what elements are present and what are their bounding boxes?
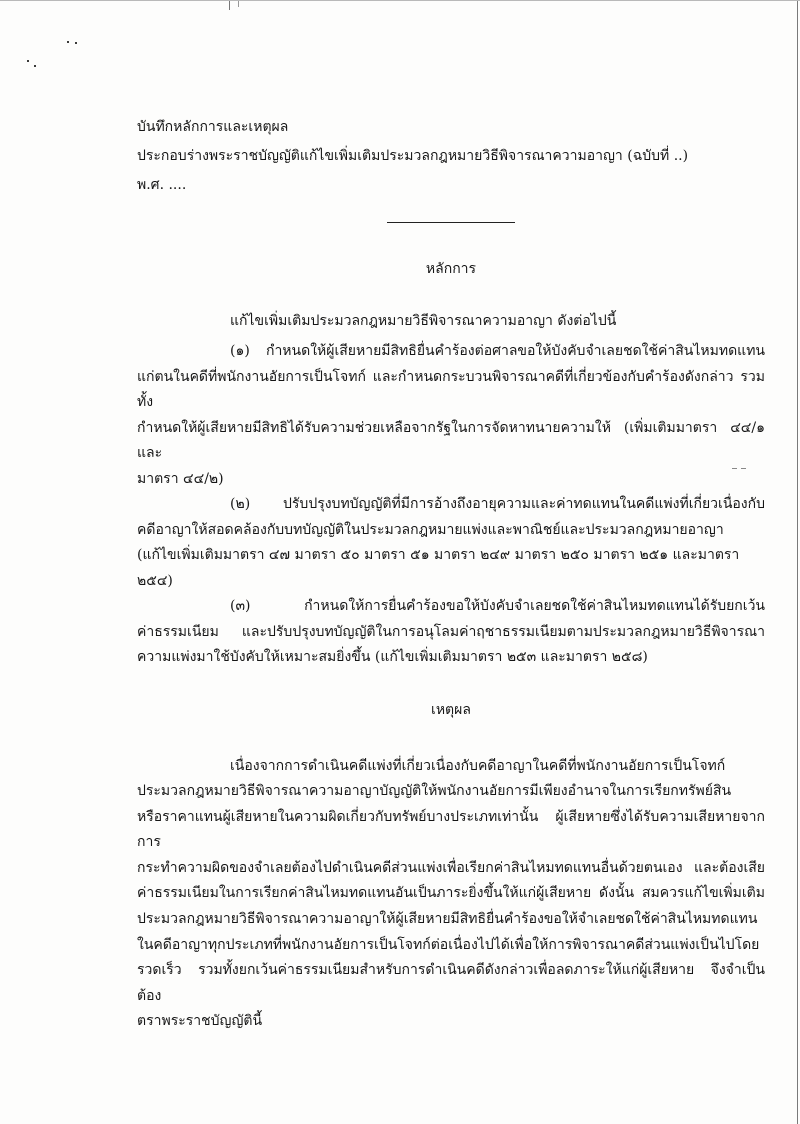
text-line: (๓) กำหนดให้การยื่นคำร้องขอให้บังคับจำเลยชดใช้ค่าสินไหมทดแทนได้รับยกเว้น bbox=[230, 598, 765, 614]
text-line: ในคดีอาญาทุกประเภทที่พนักงานอัยการเป็นโจทก์ต่อเนื่องไปได้เพื่อให้การพิจารณาคดีส่วนแพ่งเป็นไปโดย bbox=[137, 936, 760, 953]
reason-heading: เหตุผล bbox=[431, 701, 471, 718]
document-year: พ.ศ. .... bbox=[137, 177, 187, 193]
text-line: หรือราคาแทนผู้เสียหายในความผิดเกี่ยวกับทรัพย์บางประเภทเท่านั้น ผู้เสียหายซึ่งได้รับความเสียหายจากการ bbox=[137, 808, 765, 851]
text-line: ประมวลกฎหมายวิธีพิจารณาความอาญาบัญญัติให้พนักงานอัยการมีเพียงอำนาจในการเรียกทรัพย์สิน bbox=[137, 783, 732, 800]
document-header bbox=[137, 113, 765, 200]
text-line: กระทำความผิดของจำเลยต้องไปดำเนินคดีส่วนแพ่งเพื่อเรียกค่าสินไหมทดแทนอื่นด้วยตนเอง และต้องเสีย bbox=[137, 859, 765, 876]
document-title: บันทึกหลักการและเหตุผล bbox=[137, 119, 289, 135]
text-line: ประมวลกฎหมายวิธีพิจารณาความอาญาให้ผู้เสียหายมีสิทธิยื่นคำร้องขอให้จำเลยชดใช้ค่าสินไหมทดแทน bbox=[137, 911, 758, 928]
text-line: กำหนดให้ผู้เสียหายมีสิทธิได้รับความช่วยเหลือจากรัฐในการจัดหาทนายความให้ (เพิ่มเติมมาตรา ๔๔/๑ และ bbox=[137, 419, 765, 461]
principle-heading: หลักการ bbox=[425, 261, 477, 277]
principle-intro: แก้ไขเพิ่มเติมประมวลกฎหมายวิธีพิจารณาความอาญา ดังต่อไปนี้ bbox=[230, 313, 617, 329]
text-line: มาตรา ๔๔/๒) bbox=[137, 470, 224, 487]
divider-rule bbox=[387, 222, 515, 223]
scan-artifact bbox=[27, 60, 29, 62]
text-line: รวดเร็ว รวมทั้งยกเว้นค่าธรรมเนียมสำหรับการดำเนินคดีดังกล่าวเพื่อลดภาระให้แก่ผู้เสียหาย จึงจำเป็นต้อง bbox=[137, 962, 765, 1004]
text-line: (๒) ปรับปรุงบทบัญญัติที่มีการอ้างถึงอายุความและค่าทดแทนในคดีแพ่งที่เกี่ยวเนื่องกับ bbox=[230, 496, 765, 512]
scan-artifact bbox=[67, 41, 69, 43]
reason-paragraph bbox=[137, 754, 765, 1036]
scan-artifact bbox=[34, 65, 36, 67]
principle-item-3 bbox=[137, 594, 765, 671]
scan-artifact bbox=[75, 42, 77, 44]
text-line: ค่าธรรมเนียมในการเรียกค่าสินไหมทดแทนอันเป็นภาระยิ่งขึ้นให้แก่ผู้เสียหาย ดังนั้น สมควรแก้ไขเพิ่มเติม bbox=[137, 885, 765, 902]
text-line: แก่ตนในคดีที่พนักงานอัยการเป็นโจทก์ และกำหนดกระบวนพิจารณาคดีที่เกี่ยวข้องกับคำร้องดังกล่าว รวมทั้ง bbox=[137, 368, 765, 410]
principle-item-2 bbox=[137, 492, 765, 594]
text-line: เนื่องจากการดำเนินคดีแพ่งที่เกี่ยวเนื่องกับคดีอาญาในคดีที่พนักงานอัยการเป็นโจทก์ bbox=[230, 757, 726, 774]
document-body bbox=[137, 1, 765, 1035]
text-line: (๑) กำหนดให้ผู้เสียหายมีสิทธิยื่นคำร้องต่อศาลขอให้บังคับจำเลยชดใช้ค่าสินไหมทดแทน bbox=[230, 343, 765, 359]
text-line: ความแพ่งมาใช้บังคับให้เหมาะสมยิ่งขึ้น (แก้ไขเพิ่มเติมมาตรา ๒๕๓ และมาตรา ๒๕๘) bbox=[137, 649, 648, 665]
text-line: คดีอาญาให้สอดคล้องกับบทบัญญัติในประมวลกฎหมายแพ่งและพาณิชย์และประมวลกฎหมายอาญา bbox=[137, 521, 724, 538]
document-subtitle: ประกอบร่างพระราชบัญญัติแก้ไขเพิ่มเติมประมวลกฎหมายวิธีพิจารณาความอาญา (ฉบับที่ ..) bbox=[137, 148, 689, 164]
scan-edge-line bbox=[797, 1, 798, 1124]
text-line: ค่าธรรมเนียม และปรับปรุงบทบัญญัติในการอนุโลมค่าฤชาธรรมเนียมตามประมวลกฎหมายวิธีพิจารณา bbox=[137, 623, 765, 640]
principle-item-1 bbox=[137, 339, 765, 492]
principle-items bbox=[137, 339, 765, 671]
text-line: ตราพระราชบัญญัตินี้ bbox=[137, 1013, 263, 1030]
text-line: (แก้ไขเพิ่มเติมมาตรา ๔๗ มาตรา ๕๐ มาตรา ๕๑ มาตรา ๒๔๙ มาตรา ๒๕๐ มาตรา ๒๕๑ และมาตรา ๒๕๔) bbox=[137, 547, 740, 589]
